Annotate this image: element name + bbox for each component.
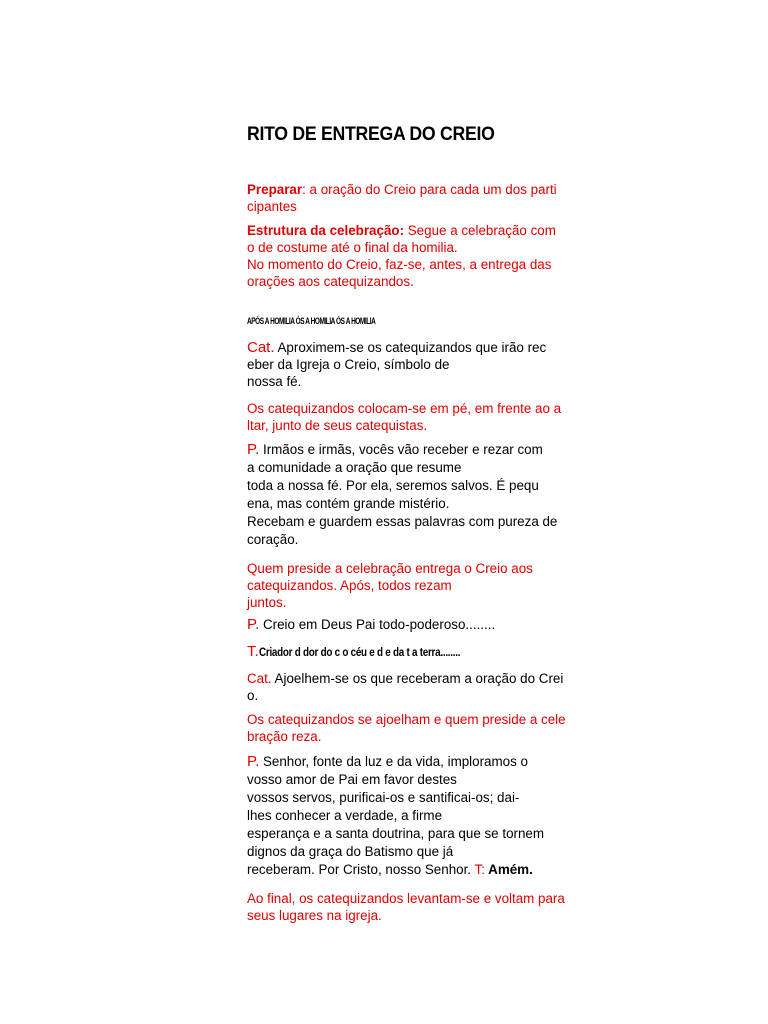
rubric-1 bbox=[247, 400, 565, 434]
rubric3-line-2: bração reza. bbox=[247, 729, 322, 744]
page-title: RITO DE ENTREGA DO CREIO bbox=[247, 124, 495, 145]
cat-label: Cat. bbox=[247, 671, 272, 686]
p3-line-5: esperança e a santa doutrina, para que se tornem bbox=[247, 826, 545, 841]
preparar-label: Preparar bbox=[247, 182, 303, 197]
p1-line-6: coração. bbox=[247, 532, 299, 547]
rubric2-line-3: juntos. bbox=[247, 595, 287, 610]
estrutura-paragraph bbox=[247, 222, 565, 290]
cat2-paragraph bbox=[247, 670, 565, 704]
apos-text: APÓS A HOMILIA ÓS A HOMILIA ÓS A HOMILIA bbox=[247, 316, 376, 326]
cat1-paragraph bbox=[247, 339, 565, 390]
t-label: T: bbox=[474, 862, 485, 877]
p3-line-4: lhes conhecer a verdade, a firme bbox=[247, 808, 443, 823]
cat1-line-2: eber da Igreja o Creio, símbolo de bbox=[247, 357, 450, 372]
cat1-line-3: nossa fé. bbox=[247, 374, 302, 389]
t1-text: Criador d dor do c o céu e d e da t a terra........ bbox=[258, 645, 460, 659]
rubric2-line-2: catequizandos. Após, todos rezam bbox=[247, 578, 452, 593]
p-label: P. bbox=[247, 753, 260, 770]
p3-line-1: Senhor, fonte da luz e da vida, imploramos o bbox=[259, 754, 528, 769]
p3-line-6: dignos da graça do Batismo que já bbox=[247, 844, 454, 859]
rubric-3 bbox=[247, 711, 565, 745]
p3-line-2: vosso amor de Pai em favor destes bbox=[247, 772, 457, 787]
rubric4-line-1: Ao final, os catequizandos levantam-se e voltam para bbox=[247, 891, 565, 906]
rubric1-line-2: ltar, junto de seus catequistas. bbox=[247, 418, 428, 433]
p1-line-1: Irmãos e irmãs, vocês vão receber e rezar com bbox=[259, 442, 543, 457]
p2-paragraph bbox=[247, 616, 565, 633]
p1-line-4: ena, mas contém grande mistério. bbox=[247, 496, 450, 511]
p-label: P. bbox=[247, 616, 260, 633]
t-label: T. bbox=[247, 643, 259, 660]
cat-label: Cat. bbox=[247, 339, 275, 356]
rubric2-line-1: Quem preside a celebração entrega o Creio aos bbox=[247, 561, 533, 576]
preparar-paragraph bbox=[247, 181, 565, 215]
amen-text: Amém. bbox=[484, 862, 533, 877]
estrutura-text-2: o de costume até o final da homilia. bbox=[247, 240, 458, 255]
p1-paragraph bbox=[247, 441, 565, 548]
preparar-text-2: cipantes bbox=[247, 199, 297, 214]
estrutura-label: Estrutura da celebração: bbox=[247, 223, 405, 238]
cat2-line-1: Ajoelhem-se os que receberam a oração do Crei bbox=[271, 671, 564, 686]
rubric-4 bbox=[247, 890, 565, 924]
p3-line-3: vossos servos, purificai-os e santificai-os; dai- bbox=[247, 790, 520, 805]
p-label: P. bbox=[247, 441, 260, 458]
apos-heading bbox=[247, 311, 565, 330]
estrutura-text-4: orações aos catequizandos. bbox=[247, 274, 414, 289]
rubric4-line-2: seus lugares na igreja. bbox=[247, 908, 382, 923]
p1-line-2: a comunidade a oração que resume bbox=[247, 460, 462, 475]
p3-paragraph bbox=[247, 753, 565, 878]
rubric3-line-1: Os catequizandos se ajoelham e quem preside a cele bbox=[247, 712, 566, 727]
cat2-line-2: o. bbox=[247, 688, 259, 703]
preparar-text: : a oração do Creio para cada um dos parti bbox=[302, 182, 557, 197]
rubric-2 bbox=[247, 560, 565, 611]
t1-paragraph bbox=[247, 643, 565, 661]
estrutura-text-3: No momento do Creio, faz-se, antes, a entrega das bbox=[247, 257, 552, 272]
p1-line-3: toda a nossa fé. Por ela, seremos salvos. É pequ bbox=[247, 478, 539, 493]
p2-text: Creio em Deus Pai todo-poderoso........ bbox=[259, 617, 496, 632]
cat1-line-1: Aproximem-se os catequizandos que irão rec bbox=[274, 340, 547, 355]
estrutura-text-1: Segue a celebração com bbox=[404, 223, 556, 238]
p1-line-5: Recebam e guardem essas palavras com pureza de bbox=[247, 514, 558, 529]
p3-line-7: receberam. Por Cristo, nosso Senhor. bbox=[247, 862, 475, 877]
rubric1-line-1: Os catequizandos colocam-se em pé, em frente ao a bbox=[247, 401, 562, 416]
